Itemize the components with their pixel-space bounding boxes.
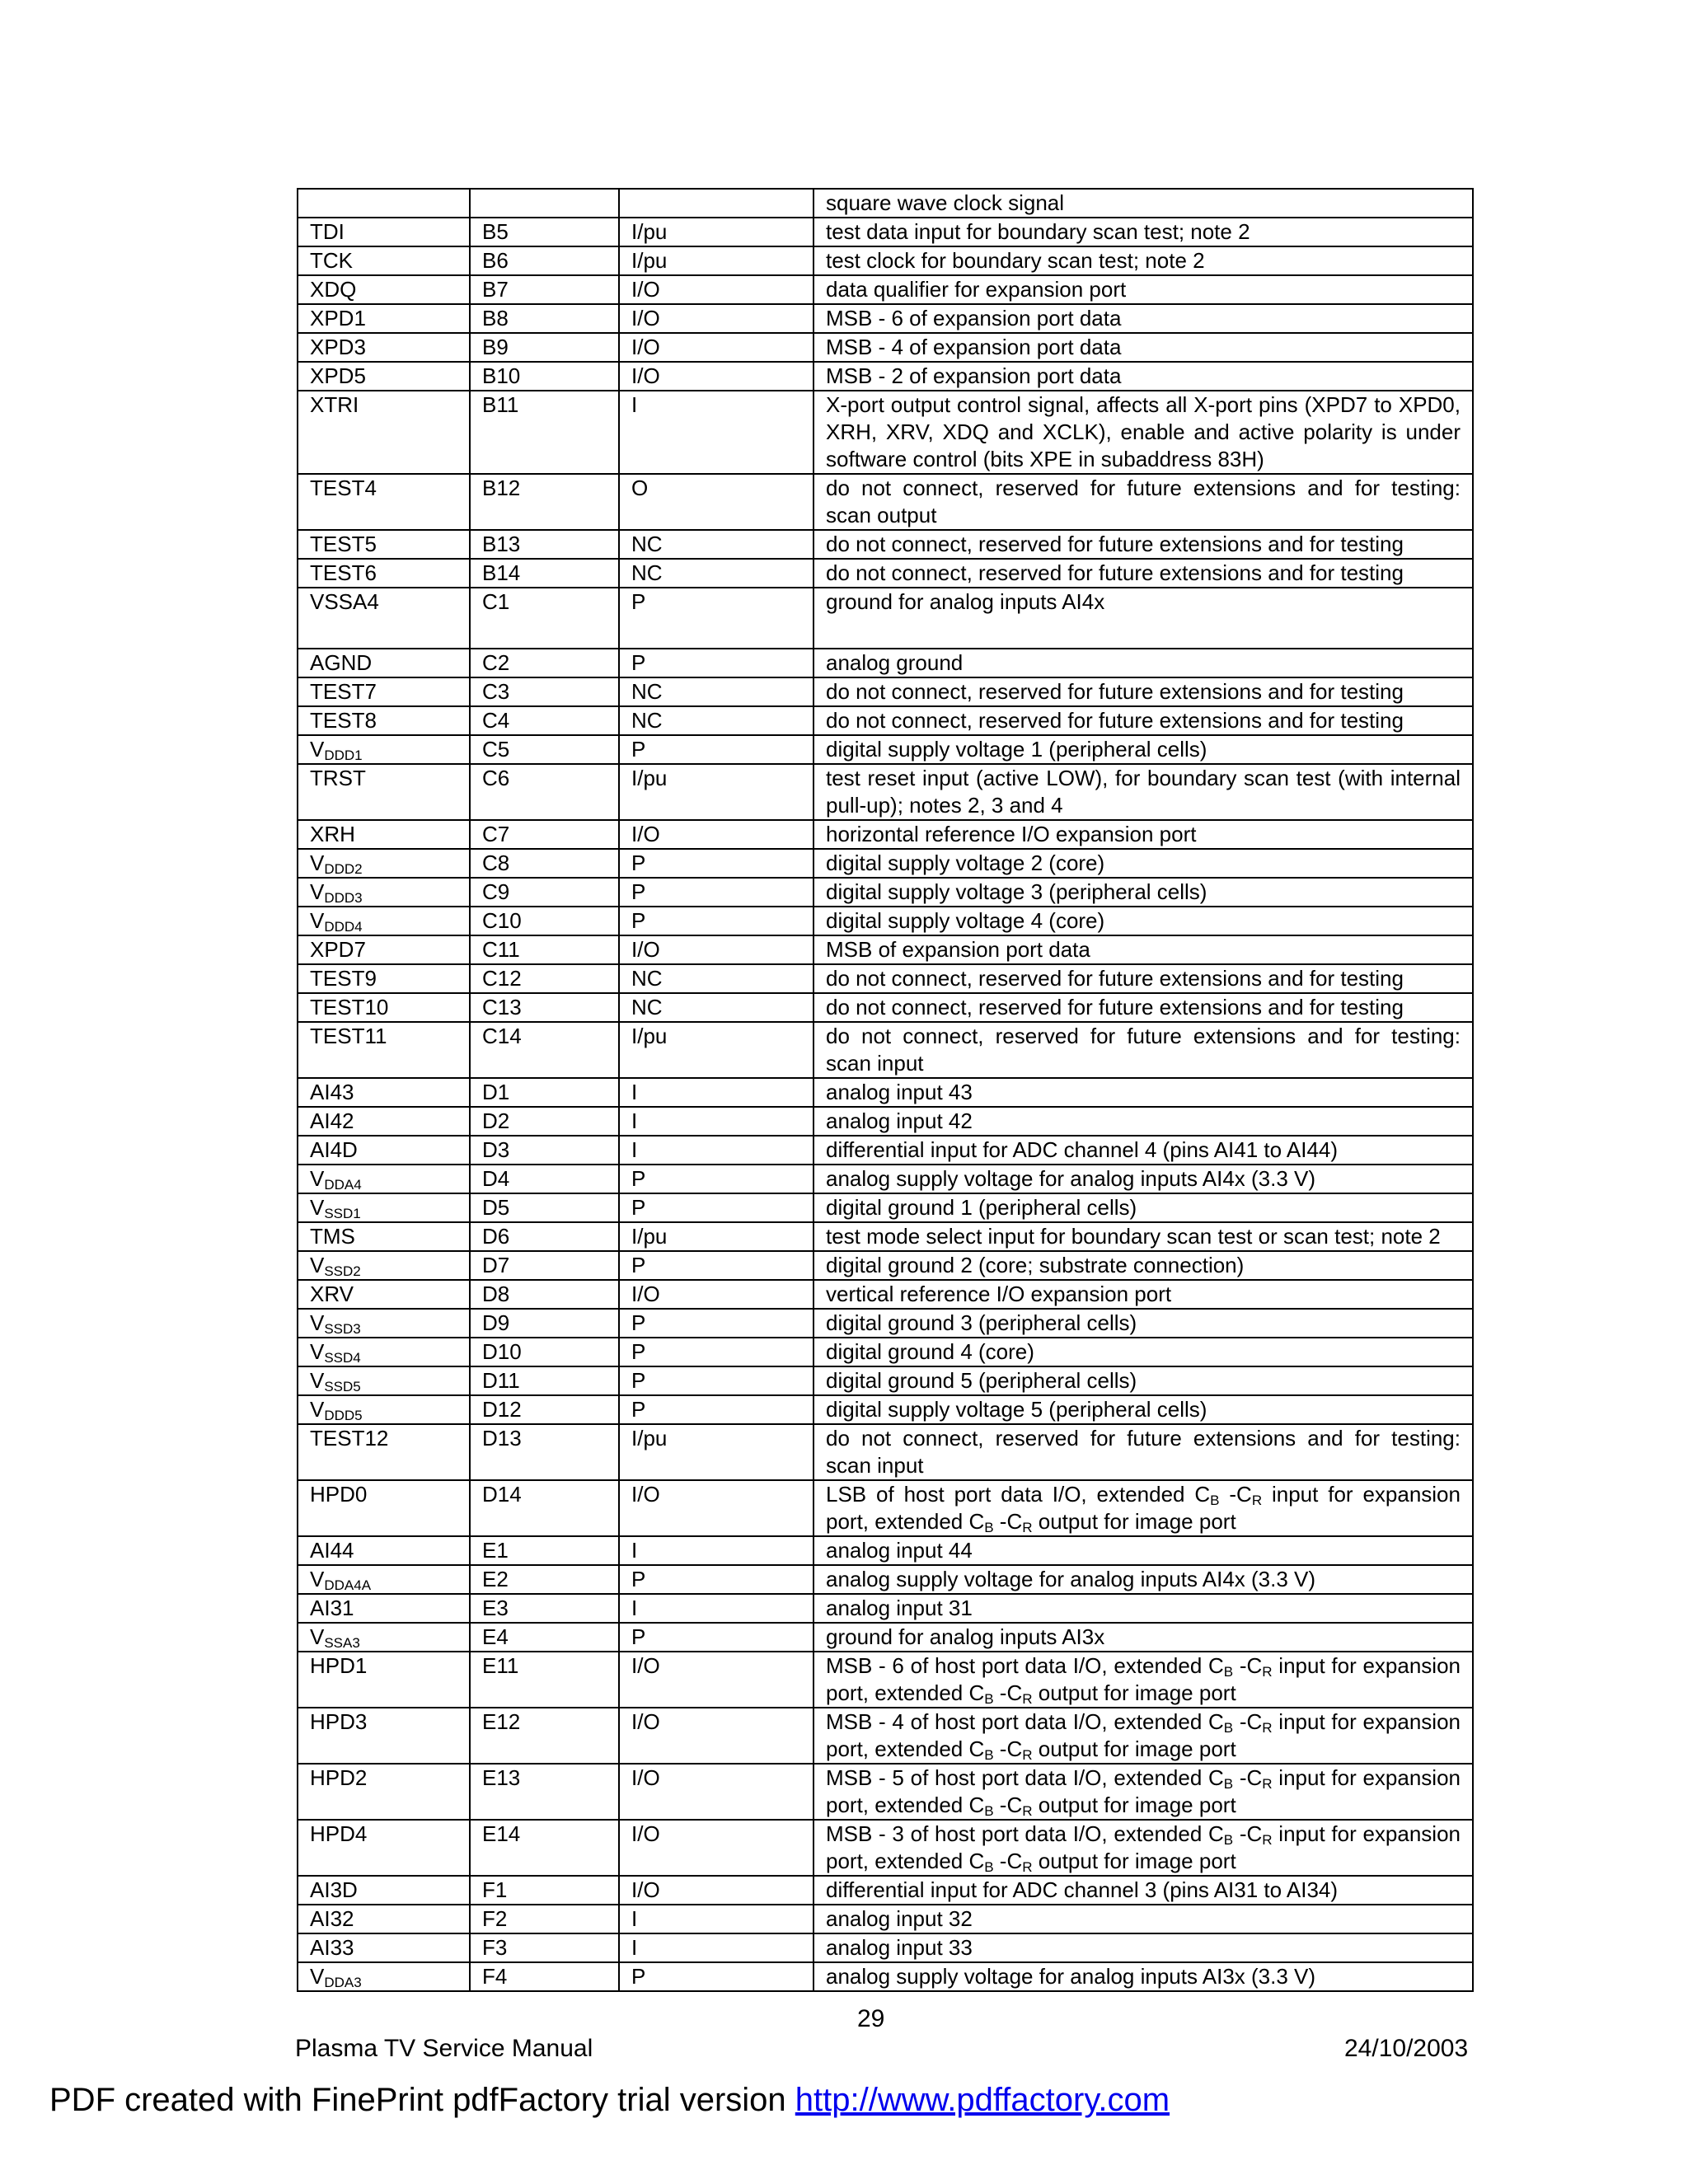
type-cell: P [619, 735, 814, 764]
table-row [298, 1876, 1473, 1905]
pin-cell: E14 [470, 1820, 619, 1876]
pin-cell: B6 [470, 246, 619, 275]
symbol-cell: XPD7 [298, 935, 470, 964]
type-cell: P [619, 1395, 814, 1424]
table-row [298, 1764, 1473, 1820]
pin-cell: D10 [470, 1338, 619, 1366]
pin-cell: D1 [470, 1078, 619, 1107]
description-cell: ground for analog inputs AI3x [814, 1623, 1473, 1652]
description-cell: analog supply voltage for analog inputs AI4x (3.3 V) [814, 1165, 1473, 1193]
pin-cell: C12 [470, 964, 619, 993]
pin-cell: E13 [470, 1764, 619, 1820]
symbol-cell: TEST11 [298, 1022, 470, 1078]
description-cell: do not connect, reserved for future extensions and for testing [814, 677, 1473, 706]
table-row [298, 1366, 1473, 1395]
type-cell: I [619, 1536, 814, 1565]
type-cell: NC [619, 677, 814, 706]
type-cell: I/O [619, 304, 814, 333]
pin-cell: D12 [470, 1395, 619, 1424]
symbol-cell: VSSA4 [298, 588, 470, 649]
table-row [298, 362, 1473, 391]
table-row [298, 1424, 1473, 1480]
symbol-cell: TRST [298, 764, 470, 820]
pin-cell: D14 [470, 1480, 619, 1536]
pin-cell: C10 [470, 907, 619, 935]
symbol-cell: $V_{SSD3}$ [298, 1309, 470, 1338]
type-cell: NC [619, 559, 814, 588]
symbol-cell: $V_{DDD3}$ [298, 878, 470, 907]
description-cell: digital ground 2 (core; substrate connection) [814, 1251, 1473, 1280]
pin-cell: B5 [470, 218, 619, 246]
symbol-cell: $V_{DDD1}$ [298, 735, 470, 764]
symbol-cell: HPD4 [298, 1820, 470, 1876]
pin-cell: D5 [470, 1193, 619, 1222]
table-row [298, 1708, 1473, 1764]
page-number: 29 [857, 2005, 885, 2032]
symbol-cell: TEST5 [298, 530, 470, 559]
description-cell: analog input 44 [814, 1536, 1473, 1565]
description-cell: digital supply voltage 5 (peripheral cells) [814, 1395, 1473, 1424]
symbol-cell: AI3D [298, 1876, 470, 1905]
description-cell: horizontal reference I/O expansion port [814, 820, 1473, 849]
pin-cell: E3 [470, 1594, 619, 1623]
symbol-cell: XPD5 [298, 362, 470, 391]
description-cell: do not connect, reserved for future extensions and for testing [814, 559, 1473, 588]
type-cell: P [619, 878, 814, 907]
table-row [298, 1594, 1473, 1623]
table-row [298, 1165, 1473, 1193]
type-cell: I [619, 1078, 814, 1107]
symbol-cell: $V_{SSD2}$ [298, 1251, 470, 1280]
symbol-cell: $V_{DDA4}$ [298, 1165, 470, 1193]
type-cell: NC [619, 706, 814, 735]
description-cell: test data input for boundary scan test; note 2 [814, 218, 1473, 246]
table-row [298, 993, 1473, 1022]
type-cell: I/pu [619, 246, 814, 275]
symbol-cell: HPD1 [298, 1652, 470, 1708]
type-cell: NC [619, 964, 814, 993]
description-cell: MSB - 2 of expansion port data [814, 362, 1473, 391]
type-cell: P [619, 588, 814, 649]
symbol-cell: TEST4 [298, 474, 470, 530]
description-cell: LSB of host port data I/O, extended $C_B$ $-C_R$ input for expansion port, extended $C_B$ $-C_R$ output for image port [814, 1480, 1473, 1536]
pin-cell: B11 [470, 391, 619, 474]
pin-cell: C11 [470, 935, 619, 964]
description-cell: digital supply voltage 3 (peripheral cells) [814, 878, 1473, 907]
pin-cell: B10 [470, 362, 619, 391]
symbol-cell: TEST10 [298, 993, 470, 1022]
type-cell: I [619, 1594, 814, 1623]
description-cell: digital supply voltage 4 (core) [814, 907, 1473, 935]
pin-cell [470, 189, 619, 218]
pdf-creator-banner [49, 2082, 1170, 2119]
type-cell: P [619, 1565, 814, 1594]
symbol-cell: TEST6 [298, 559, 470, 588]
pin-cell: B7 [470, 275, 619, 304]
type-cell: I [619, 391, 814, 474]
symbol-cell: $V_{DDD2}$ [298, 849, 470, 878]
pin-cell: D11 [470, 1366, 619, 1395]
description-cell: digital supply voltage 2 (core) [814, 849, 1473, 878]
description-cell: test mode select input for boundary scan test or scan test; note 2 [814, 1222, 1473, 1251]
pin-cell: D9 [470, 1309, 619, 1338]
symbol-cell: $V_{SSD4}$ [298, 1338, 470, 1366]
table-row [298, 1193, 1473, 1222]
description-cell: digital ground 4 (core) [814, 1338, 1473, 1366]
description-cell: X-port output control signal, affects all X-port pins (XPD7 to XPD0, XRH, XRV, XDQ and XCLK), enable and active polarity is under software control (bits XPE in subaddress 83H) [814, 391, 1473, 474]
table-row [298, 907, 1473, 935]
pin-cell: D13 [470, 1424, 619, 1480]
symbol-cell: HPD0 [298, 1480, 470, 1536]
pin-cell: B14 [470, 559, 619, 588]
type-cell: P [619, 1623, 814, 1652]
symbol-cell: AI31 [298, 1594, 470, 1623]
pin-cell: E4 [470, 1623, 619, 1652]
symbol-cell: AI33 [298, 1933, 470, 1962]
symbol-cell: TEST7 [298, 677, 470, 706]
table-row [298, 964, 1473, 993]
type-cell: I/O [619, 275, 814, 304]
pin-table-body [298, 189, 1473, 1991]
type-cell: I/pu [619, 1424, 814, 1480]
footer-date: 24/10/2003 [1344, 2035, 1469, 2062]
table-row [298, 1251, 1473, 1280]
type-cell: P [619, 1309, 814, 1338]
table-row [298, 246, 1473, 275]
description-cell: test reset input (active LOW), for boundary scan test (with internal pull-up); notes 2, 3 and 4 [814, 764, 1473, 820]
table-row [298, 1905, 1473, 1933]
table-row [298, 333, 1473, 362]
table-row [298, 820, 1473, 849]
table-row [298, 1565, 1473, 1594]
symbol-cell: AI42 [298, 1107, 470, 1136]
type-cell: P [619, 1165, 814, 1193]
type-cell: I/O [619, 362, 814, 391]
symbol-cell: $V_{SSD1}$ [298, 1193, 470, 1222]
type-cell: P [619, 649, 814, 677]
description-cell: MSB - 6 of expansion port data [814, 304, 1473, 333]
type-cell: P [619, 1338, 814, 1366]
table-row [298, 275, 1473, 304]
type-cell: I/pu [619, 218, 814, 246]
table-row [298, 1222, 1473, 1251]
description-cell: do not connect, reserved for future extensions and for testing [814, 964, 1473, 993]
pin-cell: D4 [470, 1165, 619, 1193]
pin-cell: F1 [470, 1876, 619, 1905]
description-cell: digital ground 5 (peripheral cells) [814, 1366, 1473, 1395]
pin-cell: B13 [470, 530, 619, 559]
description-cell: do not connect, reserved for future extensions and for testing [814, 530, 1473, 559]
description-cell: test clock for boundary scan test; note 2 [814, 246, 1473, 275]
type-cell: P [619, 1193, 814, 1222]
type-cell: O [619, 474, 814, 530]
pin-cell: C2 [470, 649, 619, 677]
pin-cell: C5 [470, 735, 619, 764]
description-cell: MSB of expansion port data [814, 935, 1473, 964]
description-cell: analog supply voltage for analog inputs AI4x (3.3 V) [814, 1565, 1473, 1594]
description-cell: digital supply voltage 1 (peripheral cells) [814, 735, 1473, 764]
description-cell: digital ground 1 (peripheral cells) [814, 1193, 1473, 1222]
pin-cell: D2 [470, 1107, 619, 1136]
symbol-cell: TEST8 [298, 706, 470, 735]
table-row [298, 677, 1473, 706]
table-row [298, 649, 1473, 677]
pin-cell: D6 [470, 1222, 619, 1251]
description-cell: MSB - 4 of expansion port data [814, 333, 1473, 362]
description-cell: MSB - 6 of host port data I/O, extended $C_B$ $-C_R$ input for expansion port, extended $C_B$ $-C_R$ output for image port [814, 1652, 1473, 1708]
pin-cell: B12 [470, 474, 619, 530]
symbol-cell: HPD2 [298, 1764, 470, 1820]
symbol-cell: AI43 [298, 1078, 470, 1107]
pin-cell: D8 [470, 1280, 619, 1309]
table-row [298, 1536, 1473, 1565]
description-cell: analog input 43 [814, 1078, 1473, 1107]
table-row [298, 1652, 1473, 1708]
symbol-cell: $V_{SSD5}$ [298, 1366, 470, 1395]
table-row [298, 1933, 1473, 1962]
pin-cell: C14 [470, 1022, 619, 1078]
symbol-cell: TMS [298, 1222, 470, 1251]
symbol-cell: $V_{DDA4A}$ [298, 1565, 470, 1594]
type-cell: I [619, 1107, 814, 1136]
symbol-cell: TEST9 [298, 964, 470, 993]
table-row [298, 1309, 1473, 1338]
table-row [298, 878, 1473, 907]
pin-cell: E2 [470, 1565, 619, 1594]
type-cell: I/pu [619, 1022, 814, 1078]
type-cell: I/O [619, 820, 814, 849]
type-cell: I/pu [619, 764, 814, 820]
symbol-cell: XPD1 [298, 304, 470, 333]
type-cell: I/O [619, 1764, 814, 1820]
description-cell: analog ground [814, 649, 1473, 677]
description-cell: analog input 32 [814, 1905, 1473, 1933]
symbol-cell: XTRI [298, 391, 470, 474]
description-cell: square wave clock signal [814, 189, 1473, 218]
table-row [298, 189, 1473, 218]
pin-cell: B8 [470, 304, 619, 333]
type-cell: I/O [619, 1820, 814, 1876]
pin-cell: C1 [470, 588, 619, 649]
type-cell: P [619, 907, 814, 935]
table-row [298, 764, 1473, 820]
pin-cell: D3 [470, 1136, 619, 1165]
description-cell: data qualifier for expansion port [814, 275, 1473, 304]
description-cell: digital ground 3 (peripheral cells) [814, 1309, 1473, 1338]
type-cell: I [619, 1933, 814, 1962]
type-cell: I/O [619, 1480, 814, 1536]
table-row [298, 1820, 1473, 1876]
description-cell: differential input for ADC channel 4 (pins AI41 to AI44) [814, 1136, 1473, 1165]
symbol-cell: AI4D [298, 1136, 470, 1165]
symbol-cell: HPD3 [298, 1708, 470, 1764]
table-row [298, 391, 1473, 474]
pdffactory-link[interactable]: http://www.pdffactory.com [795, 2082, 1170, 2118]
description-cell: vertical reference I/O expansion port [814, 1280, 1473, 1309]
table-row [298, 1480, 1473, 1536]
pin-cell: C3 [470, 677, 619, 706]
type-cell: I/O [619, 333, 814, 362]
symbol-cell: XDQ [298, 275, 470, 304]
type-cell: P [619, 1962, 814, 1991]
type-cell: I/O [619, 1280, 814, 1309]
table-row [298, 530, 1473, 559]
table-row [298, 1623, 1473, 1652]
symbol-cell [298, 189, 470, 218]
pin-cell: E11 [470, 1652, 619, 1708]
table-row [298, 1022, 1473, 1078]
description-cell: do not connect, reserved for future extensions and for testing [814, 706, 1473, 735]
type-cell: I [619, 1136, 814, 1165]
description-cell: MSB - 4 of host port data I/O, extended $C_B$ $-C_R$ input for expansion port, extended $C_B$ $-C_R$ output for image port [814, 1708, 1473, 1764]
table-row [298, 1338, 1473, 1366]
type-cell: NC [619, 993, 814, 1022]
table-row [298, 1136, 1473, 1165]
description-cell: analog input 31 [814, 1594, 1473, 1623]
type-cell: I/O [619, 1876, 814, 1905]
table-row [298, 849, 1473, 878]
description-cell: analog supply voltage for analog inputs AI3x (3.3 V) [814, 1962, 1473, 1991]
type-cell: I/O [619, 935, 814, 964]
symbol-cell: $V_{DDA3}$ [298, 1962, 470, 1991]
symbol-cell: $V_{DDD5}$ [298, 1395, 470, 1424]
pin-cell: E1 [470, 1536, 619, 1565]
pin-cell: B9 [470, 333, 619, 362]
symbol-cell: $V_{DDD4}$ [298, 907, 470, 935]
table-row [298, 935, 1473, 964]
pin-cell: C8 [470, 849, 619, 878]
description-cell: ground for analog inputs AI4x [814, 588, 1473, 649]
type-cell: NC [619, 530, 814, 559]
pin-cell: C6 [470, 764, 619, 820]
symbol-cell: AGND [298, 649, 470, 677]
type-cell: I/O [619, 1652, 814, 1708]
symbol-cell: AI44 [298, 1536, 470, 1565]
symbol-cell: XRV [298, 1280, 470, 1309]
pin-description-table [297, 188, 1474, 1992]
description-cell: do not connect, reserved for future extensions and for testing: scan output [814, 474, 1473, 530]
table-row [298, 588, 1473, 649]
symbol-cell: TEST12 [298, 1424, 470, 1480]
type-cell [619, 189, 814, 218]
description-cell: do not connect, reserved for future extensions and for testing: scan input [814, 1022, 1473, 1078]
description-cell: do not connect, reserved for future extensions and for testing [814, 993, 1473, 1022]
description-cell: differential input for ADC channel 3 (pins AI31 to AI34) [814, 1876, 1473, 1905]
symbol-cell: AI32 [298, 1905, 470, 1933]
pin-cell: F2 [470, 1905, 619, 1933]
type-cell: P [619, 1251, 814, 1280]
type-cell: P [619, 1366, 814, 1395]
table-row [298, 735, 1473, 764]
symbol-cell: XRH [298, 820, 470, 849]
table-row [298, 1107, 1473, 1136]
pin-cell: F4 [470, 1962, 619, 1991]
symbol-cell: $V_{SSA3}$ [298, 1623, 470, 1652]
description-cell: do not connect, reserved for future extensions and for testing: scan input [814, 1424, 1473, 1480]
pin-cell: F3 [470, 1933, 619, 1962]
type-cell: I [619, 1905, 814, 1933]
pin-cell: C7 [470, 820, 619, 849]
symbol-cell: XPD3 [298, 333, 470, 362]
description-cell: analog input 33 [814, 1933, 1473, 1962]
table-row [298, 706, 1473, 735]
type-cell: I/pu [619, 1222, 814, 1251]
description-cell: MSB - 3 of host port data I/O, extended $C_B$ $-C_R$ input for expansion port, extended $C_B$ $-C_R$ output for image port [814, 1820, 1473, 1876]
pin-cell: D7 [470, 1251, 619, 1280]
pdf-banner-text: PDF created with FinePrint pdfFactory trial version [49, 2082, 795, 2118]
symbol-cell: TDI [298, 218, 470, 246]
footer-manual-title: Plasma TV Service Manual [295, 2035, 593, 2062]
symbol-cell: TCK [298, 246, 470, 275]
pin-cell: C9 [470, 878, 619, 907]
table-row [298, 304, 1473, 333]
pin-cell: E12 [470, 1708, 619, 1764]
type-cell: P [619, 849, 814, 878]
pin-cell: C4 [470, 706, 619, 735]
table-row [298, 474, 1473, 530]
table-row [298, 1280, 1473, 1309]
pin-cell: C13 [470, 993, 619, 1022]
description-cell: MSB - 5 of host port data I/O, extended $C_B$ $-C_R$ input for expansion port, extended $C_B$ $-C_R$ output for image port [814, 1764, 1473, 1820]
table-row [298, 1962, 1473, 1991]
table-row [298, 1078, 1473, 1107]
description-cell: analog input 42 [814, 1107, 1473, 1136]
table-row [298, 559, 1473, 588]
table-row [298, 218, 1473, 246]
type-cell: I/O [619, 1708, 814, 1764]
table-row [298, 1395, 1473, 1424]
